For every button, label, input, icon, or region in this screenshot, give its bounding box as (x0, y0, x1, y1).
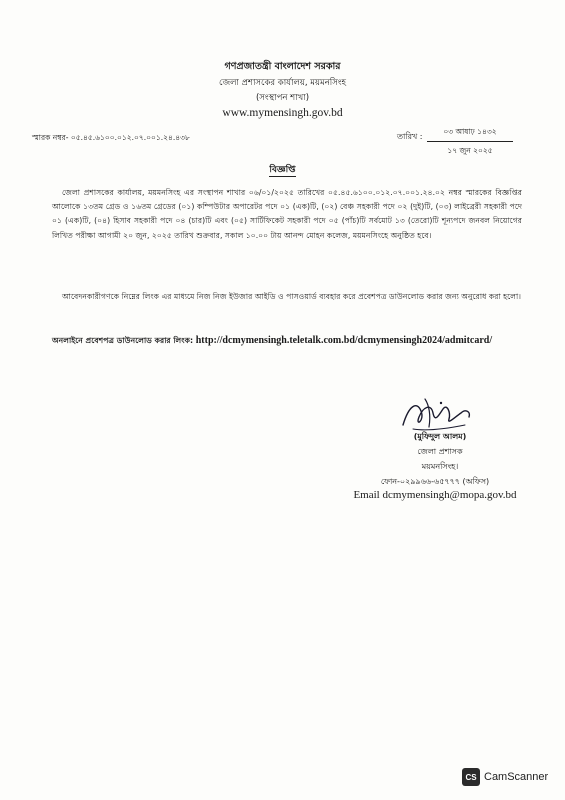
camscanner-watermark (462, 768, 548, 786)
admit-card-link[interactable]: http://dcmymensingh.teletalk.com.bd/dcmymensingh2024/admitcard/ (195, 335, 493, 346)
download-link-line (52, 335, 492, 348)
signatory-email: Email dcmymensingh@mopa.gov.bd (353, 489, 517, 501)
signatory-phone: ফোন-০২৯৯৬৬-৬৫৭৭৭ (অফিস) (380, 477, 490, 486)
website-text: www.mymensingh.gov.bd (222, 107, 343, 119)
date-english: ১৭ জুন ২০২৫ (447, 146, 493, 155)
office-heading: জেলা প্রশাসকের কার্যালয়, ময়মনসিংহ (219, 78, 346, 88)
signatory-name: (মুফিদুল আলম) (413, 432, 467, 441)
signatory-designation: জেলা প্রশাসক (417, 447, 463, 456)
government-heading: গণপ্রজাতন্ত্রী বাংলাদেশ সরকার (224, 61, 341, 72)
camscanner-logo-icon: CS (462, 768, 480, 786)
camscanner-label: CamScanner (484, 771, 549, 783)
date-label: তারিখ : (397, 132, 423, 141)
branch-heading: (সংস্থাপন শাখা) (255, 93, 310, 103)
download-link-label: অনলাইনে প্রবেশপত্র ডাউনলোড করার লিংক: (52, 336, 194, 345)
memo-number: স্মারক নম্বর- ০৫.৪৫.৬১০০.০১২.০৭.০০১.২৪.৪৩৮ (32, 133, 190, 142)
notice-title (0, 162, 565, 177)
notice-paragraph-2: আবেদনকারীগণকে নিম্নের লিংক এর মাধ্যমে নিজ নিজ ইউজার আইডি ও পাসওয়ার্ড ব্যবহার করে প্রবেশপত্র ডাউনলোড করার জন্য অনুরোধ করা হলো। (62, 292, 521, 301)
date-bangla: ০৩ আষাঢ় ১৪৩২ (427, 125, 513, 142)
signatory-district: ময়মনসিংহ। (421, 462, 459, 471)
notice-paragraph-1: জেলা প্রশাসকের কার্যালয়, ময়মনসিংহ এর সংস্থাপন শাখার ০৬/০১/২০২৫ তারিখের ০৫.৪৫.৬১০০.০১২.০৭.০০১.২৪.০২ নম্বর স্মারকের বিজ্ঞপ্তির আলোকে ১৩তম গ্রেড ও ১৬তম গ্রেডের (০১) কম্পিউটার অপারেটর পদে ০১ (এক)টি, (০২) বেঞ্চ সহকারী পদে ০২ (দুই)টি, (০৩) লাইব্রেরী সহকারী পদে ০১ (এক)টি, (০৪) হিসাব সহকারী পদে ০৪ (চার)টি এবং (০৫) সার্টিফিকেট সহকারী পদে ০৫ (পাঁচ)টি সর্বমোট ১৩ (তেরো)টি শূন্যপদে জনবল নিয়োগের লিখিত পরীক্ষা আগামী ২০ জুন, ২০২৫ তারিখ শুক্রবার, সকাল ১০.০০ টায় আনন্দ মোহন কলেজ, ময়মনসিংহে অনুষ্ঠিত হবে। (52, 188, 522, 240)
signature-image (395, 395, 485, 435)
date-box (427, 125, 513, 158)
notice-title-text: বিজ্ঞপ্তি (269, 165, 296, 175)
